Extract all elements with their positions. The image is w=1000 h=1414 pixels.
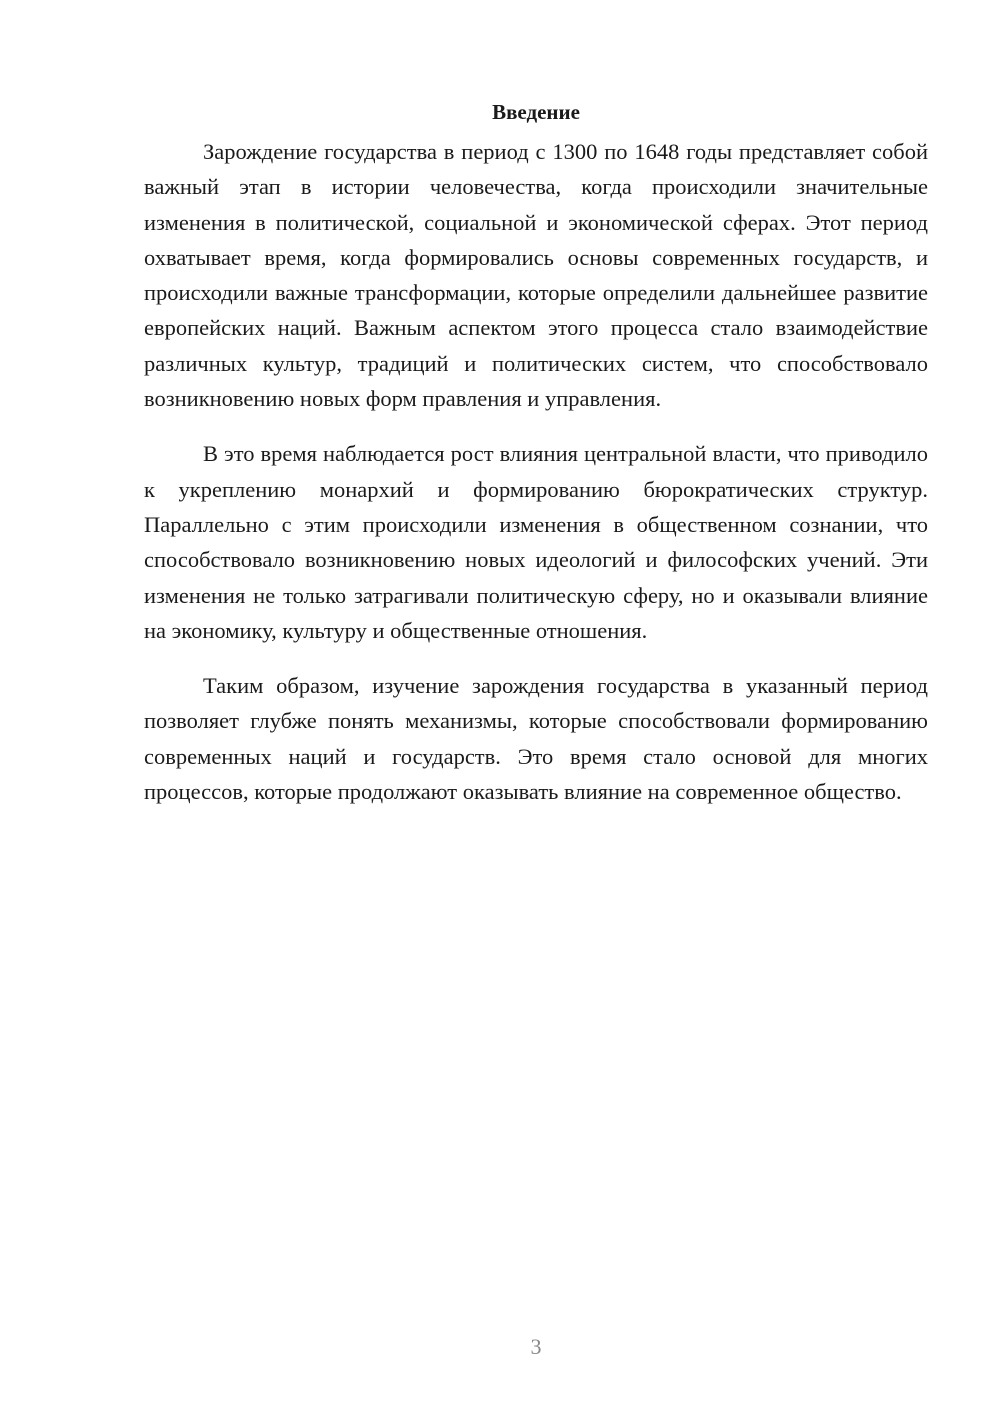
page-content [144, 98, 928, 829]
paragraph-2: В это время наблюдается рост влияния центральной власти, что приводило к укреплению монархий и формированию бюрократических структур. Параллельно с этим происходили изменения в общественном сознании, что способствовало возникновению новых идеологий и философских учений. Эти изменения не только затрагивали политическую сферу, но и оказывали влияние на экономику, культуру и общественные отношения. [144, 441, 928, 643]
paragraph-1: Зарождение государства в период с 1300 по 1648 годы представляет собой важный этап в истории человечества, когда происходили значительные изменения в политической, социальной и экономической сферах. Этот период охватывает время, когда формировались основы современных государств, и происходили важные трансформации, которые определили дальнейшее развитие европейских наций. Важным аспектом этого процесса стало взаимодействие различных культур, традиций и политических систем, что способствовало возникновению новых форм правления и управления. [144, 139, 928, 412]
paragraph-3: Таким образом, изучение зарождения государства в указанный период позволяет глубже понять механизмы, которые способствовали формированию современных наций и государств. Это время стало основой для многих процессов, которые продолжают оказывать влияние на современное общество. [144, 673, 928, 805]
page-title: Введение [492, 100, 580, 124]
page-number: 3 [530, 1334, 542, 1359]
